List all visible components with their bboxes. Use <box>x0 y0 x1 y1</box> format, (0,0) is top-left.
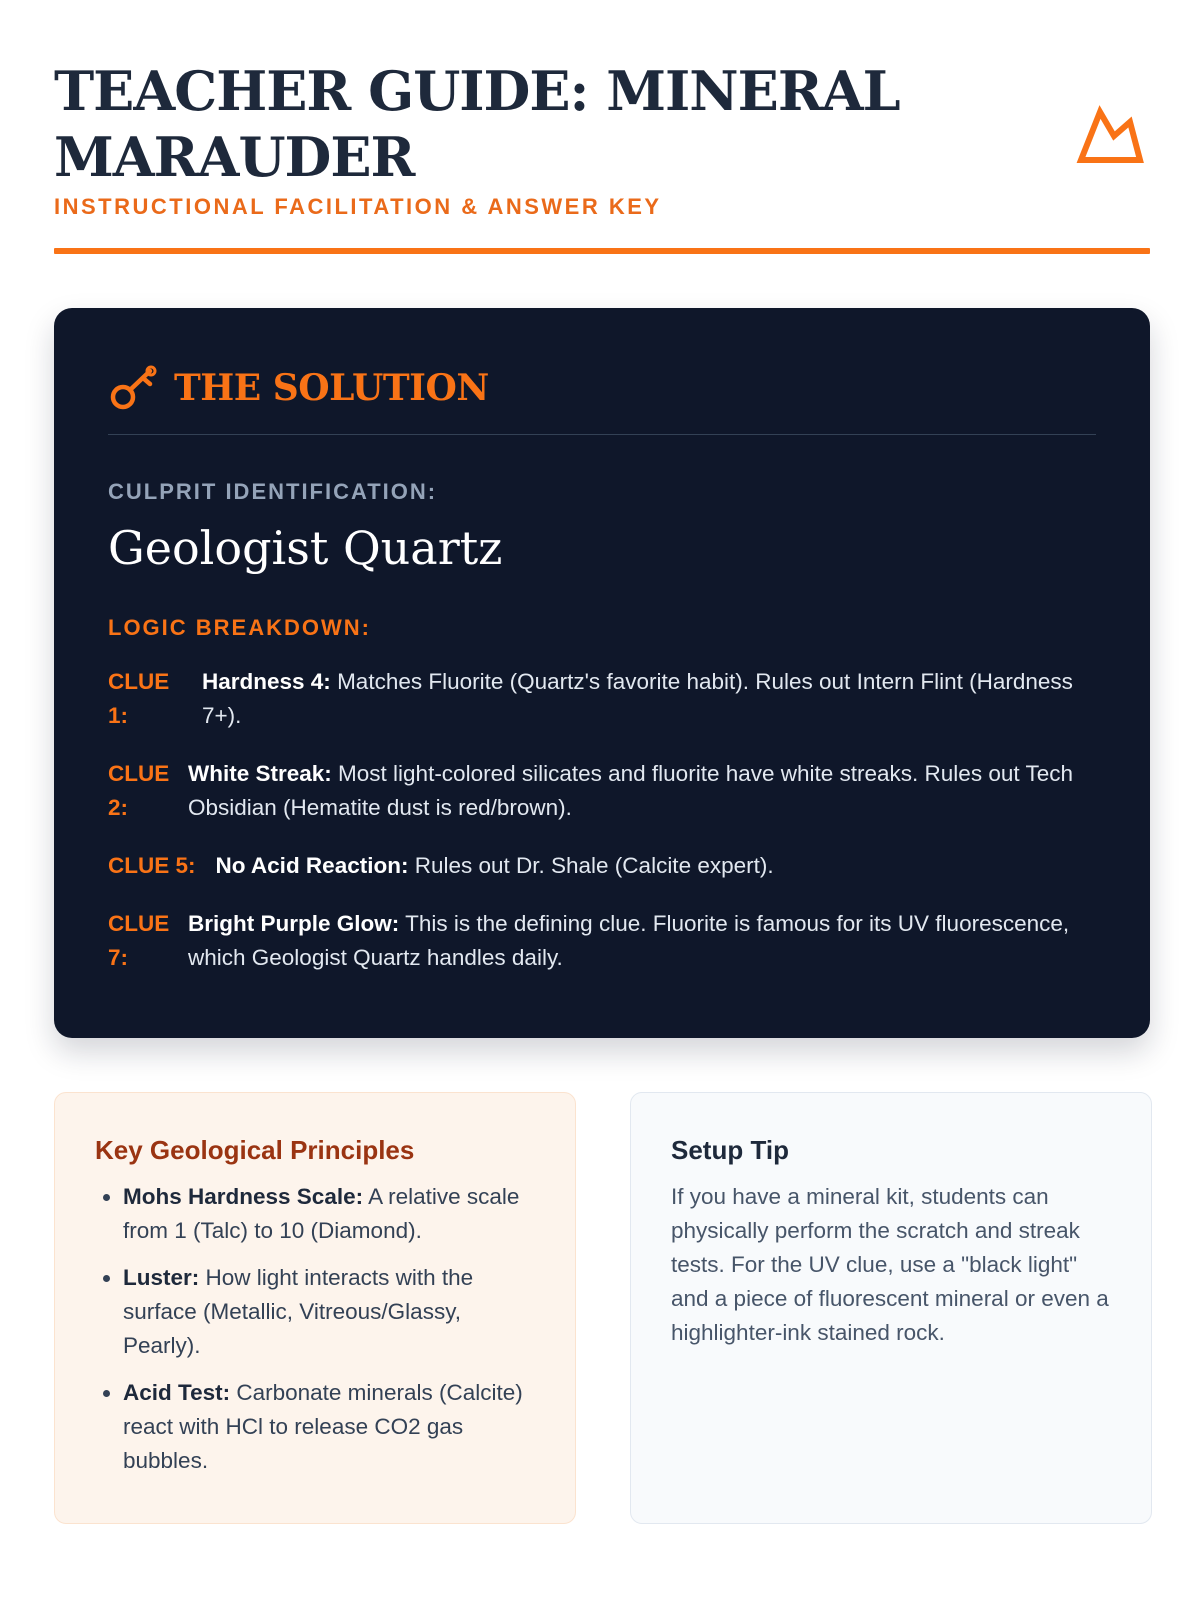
clue-item <box>108 849 1096 883</box>
principle-text: How light interacts with the surface (Metallic, Vitreous/Glassy, Pearly). <box>123 1265 474 1358</box>
principle-term: Luster: <box>123 1265 200 1290</box>
culprit-label: CULPRIT IDENTIFICATION: <box>108 479 438 504</box>
mountain-icon <box>1076 102 1146 168</box>
clue-item <box>108 757 1096 825</box>
solution-heading: THE SOLUTION <box>174 367 489 409</box>
list-item <box>123 1261 535 1363</box>
setup-tip-text: If you have a mineral kit, students can physically perform the scratch and streak tests. For the UV clue, use a "black light" and a piece of fluorescent mineral or even a highlighter-ink stained rock. <box>671 1184 1109 1345</box>
clue-title: Bright Purple Glow: <box>188 911 400 936</box>
clue-title: No Acid Reaction: <box>215 853 409 878</box>
solution-card <box>54 308 1150 1038</box>
clue-description: Rules out Dr. Shale (Calcite expert). <box>408 853 774 878</box>
list-item <box>123 1376 535 1478</box>
clue-label: CLUE 2: <box>108 761 170 820</box>
clue-text <box>188 757 1096 825</box>
setup-tip-panel <box>630 1092 1152 1524</box>
clue-label: CLUE 1: <box>108 669 170 728</box>
clue-title: Hardness 4: <box>202 669 331 694</box>
logic-label: LOGIC BREAKDOWN: <box>108 615 371 640</box>
clue-title: White Streak: <box>188 761 332 786</box>
principle-text: Carbonate minerals (Calcite) react with HCl to release CO2 gas bubbles. <box>123 1380 523 1473</box>
clue-text <box>216 849 1096 883</box>
page-subtitle: INSTRUCTIONAL FACILITATION & ANSWER KEY <box>54 194 662 219</box>
page-header <box>54 58 1150 220</box>
clue-label: CLUE 7: <box>108 911 170 970</box>
clue-label: CLUE 5: <box>108 853 196 878</box>
principle-term: Acid Test: <box>123 1380 231 1405</box>
principle-term: Mohs Hardness Scale: <box>123 1184 364 1209</box>
clue-item <box>108 665 1096 733</box>
key-icon <box>108 363 158 413</box>
solution-header <box>108 360 1096 435</box>
page-title: TEACHER GUIDE: MINERAL MARAUDER <box>54 59 900 189</box>
clue-item <box>108 907 1096 975</box>
list-item <box>123 1180 535 1248</box>
setup-tip-heading: Setup Tip <box>671 1135 789 1165</box>
principles-heading: Key Geological Principles <box>95 1135 415 1165</box>
principles-panel <box>54 1092 576 1524</box>
clue-description: Matches Fluorite (Quartz's favorite habit). Rules out Intern Flint (Hardness 7+). <box>202 669 1073 728</box>
principle-text: A relative scale from 1 (Talc) to 10 (Diamond). <box>123 1184 520 1243</box>
clue-text <box>202 665 1096 733</box>
clue-description: Most light-colored silicates and fluorite have white streaks. Rules out Tech Obsidian (Hematite dust is red/brown). <box>188 761 1073 820</box>
principles-list <box>95 1180 535 1478</box>
clue-text <box>188 907 1096 975</box>
header-divider <box>54 248 1150 254</box>
clue-description: This is the defining clue. Fluorite is famous for its UV fluorescence, which Geologist Quartz handles daily. <box>188 911 1070 970</box>
culprit-name: Geologist Quartz <box>108 521 503 575</box>
